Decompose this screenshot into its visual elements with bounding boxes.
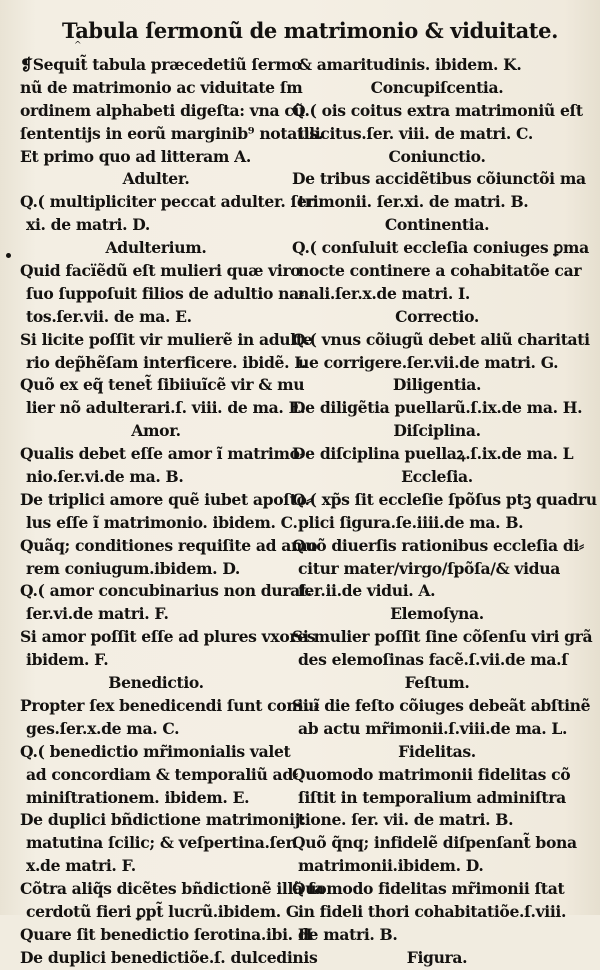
- text-line: Et primo quo ad litteram A.: [20, 146, 251, 166]
- text-line: Q.( benedictio mr̃imonialis valet: [20, 741, 291, 761]
- text-line: nali.ſer.x.de matri. I.: [298, 283, 471, 303]
- section-heading: Correctio.: [395, 306, 479, 326]
- text-line: Quid facïẽdũ eſt mulieri quæ viro: [20, 261, 301, 281]
- text-line: Propter ſex benedicendi ſunt coniu⸗: [20, 695, 319, 715]
- text-line: nũ de matrimonio ac viduitate ſm: [20, 77, 303, 97]
- margin-dot: [6, 253, 11, 258]
- section-heading: Coniunctio.: [388, 146, 486, 166]
- text-line: De diſciplina puellaꝝ.ſ.ix.de ma. L: [292, 444, 574, 464]
- section-heading: Diligentia.: [392, 375, 482, 395]
- text-line: & amaritudinis. ibidem. K.: [298, 55, 522, 74]
- page-title: Tabula ſermonũ de matrimonio & viduitate.: [62, 18, 558, 43]
- text-line: ſiſtit in temporalium adminiſtra: [298, 787, 566, 807]
- text-line: plici ſigura.ſe.iiii.de ma. B.: [298, 512, 524, 532]
- text-line: ibidem. F.: [26, 650, 109, 670]
- text-line: Quõ diuerſis rationibus eccleſia di⸗: [292, 535, 584, 555]
- text-line: Quomodo matrimonii fidelitas cõ: [292, 764, 571, 784]
- text-line: De duplici bñdictione matrimonij:: [20, 810, 306, 830]
- section-heading: Feſtum.: [404, 673, 470, 693]
- section-heading: Diſciplina.: [393, 421, 481, 441]
- text-line: lier nõ adulterari.ſ. viii. de ma. E.: [26, 398, 306, 418]
- section-heading: Elemoſyna.: [390, 604, 484, 624]
- text-line: trimonii. ſer.xi. de matri. B.: [298, 192, 529, 212]
- text-line: ſer.ii.de vidui. A.: [298, 581, 436, 601]
- text-line: De triplici amore quẽ iubet apoſto⸗: [20, 489, 312, 509]
- section-heading: Adulter.: [122, 169, 190, 189]
- text-line: ordinem alphabeti digeſta: vna cũ: [20, 100, 305, 120]
- text-line: miniſtrationem. ibidem. E.: [26, 787, 250, 807]
- text-line: De duplici benedictiõe.ſ. dulcedinis: [20, 947, 318, 967]
- section-heading: Amor.: [131, 421, 181, 441]
- text-line: rem coniugum.ibidem. D.: [26, 558, 241, 578]
- section-heading: Continentia.: [384, 215, 490, 235]
- text-line: ab actu mr̃imonii.ſ.viii.de ma. L.: [298, 718, 568, 738]
- text-line: de matri. B.: [298, 924, 398, 944]
- insertion-mark: ^: [74, 41, 82, 51]
- text-line: ges.ſer.x.de ma. C.: [26, 718, 180, 738]
- text-line: ſuo ſuppoſuit filios de adultio na⸗: [26, 283, 304, 303]
- text-line: ue corrigere.ſer.vii.de matri. G.: [298, 352, 559, 372]
- text-line: illicitus.ſer. viii. de matri. C.: [298, 123, 533, 143]
- text-line: ſententijs in eorũ marginib⁹ notatis.: [20, 123, 323, 143]
- text-line: Quare ſit benedictio ſerotina.ibi. H: [20, 924, 313, 944]
- text-line: Quomodo fidelitas mr̃imonii ſtat: [292, 879, 565, 899]
- text-line: matrimonii.ibidem. D.: [298, 856, 484, 876]
- text-line: nocte continere a cohabitatõe car: [298, 261, 582, 281]
- text-line: matutina ſcilic; & veſpertina.ſer.: [26, 833, 297, 853]
- text-line: rio dep̃hẽſam interficere. ibidẽ. I.: [26, 352, 307, 372]
- text-line: tione. ſer. vii. de matri. B.: [298, 810, 514, 830]
- text-line: in fideli thori cohabitatiõe.ſ.viii.: [298, 901, 567, 921]
- text-line: De tribus accidẽtibus cõiunctõi ma: [292, 169, 586, 189]
- text-line: Si ĩ die feſto cõiuges debeãt abſtinẽ: [292, 695, 591, 715]
- right-column: [292, 54, 597, 970]
- text-line: des elemoſinas facẽ.ſ.vii.de ma.ſ: [298, 650, 568, 670]
- section-heading: Concupiſcentia.: [370, 77, 504, 97]
- text-line: x.de matri. F.: [26, 856, 136, 876]
- text-line: Q.( multipliciter peccat adulter. ſer.: [20, 192, 318, 212]
- text-line: Q.( amor concubinarius non durat.: [20, 581, 312, 601]
- text-line: ſer.vi.de matri. F.: [26, 604, 169, 624]
- text-line: Qualis debet eſſe amor ĩ matrimo⸗: [20, 444, 305, 464]
- text-line: Cõtra aliq̃s dicẽtes bñdictionẽ illã ſa: [20, 879, 324, 899]
- text-line: Q.( vnus cõiugũ debet aliũ charitati: [292, 329, 590, 349]
- section-heading: Benedictio.: [108, 673, 204, 693]
- section-heading: Adulterium.: [105, 238, 207, 258]
- section-heading: Eccleſia.: [401, 467, 473, 487]
- text-line: Q.( conſuluit eccleſia coniuges ꝑma: [292, 238, 589, 258]
- text-line: Quãq; conditiones requiſite ad amo: [20, 535, 318, 555]
- text-line: Si mulier poſſit ſine cõſenſu viri grã: [292, 627, 593, 647]
- text-line: ❡Sequit̃ tabula præcedetiũ ſermo: [20, 55, 302, 74]
- text-line: Q.( ois coitus extra matrimoniũ eſt: [292, 100, 583, 120]
- text-line: tos.ſer.vii. de ma. E.: [26, 306, 192, 326]
- text-line: nio.ſer.vi.de ma. B.: [26, 467, 184, 487]
- text-line: Q.( xp̃s ſit eccleſie ſpõſus ptꝫ quadru: [292, 489, 597, 509]
- text-line: citur mater/virgo/ſpõſa/& vidua: [298, 558, 560, 578]
- section-heading: Fidelitas.: [398, 741, 476, 761]
- text-line: De diligẽtia puellarũ.ſ.ix.de ma. H.: [292, 398, 583, 418]
- section-heading: Figura.: [406, 947, 468, 967]
- text-line: Quõ ex eq̃ tenet̃ ſibiiuĩcẽ vir & mu: [20, 375, 305, 395]
- text-line: xi. de matri. D.: [26, 215, 150, 235]
- text-line: Si licite poſſit vir mulierẽ in adulte: [20, 329, 313, 349]
- left-column: [20, 54, 324, 970]
- text-line: Quõ q̃nq; infidelẽ diſpenſant̃ bona: [292, 833, 577, 853]
- text-line: ad concordiam & temporaliũ ad⸗: [26, 764, 298, 784]
- text-line: cerdotũ fieri ꝑpt̃ lucrũ.ibidem. G.: [26, 901, 304, 921]
- text-line: lus eſſe ĩ matrimonio. ibidem. C.: [26, 512, 298, 532]
- text-line: Si amor poſſit eſſe ad plures vxores: [20, 627, 316, 647]
